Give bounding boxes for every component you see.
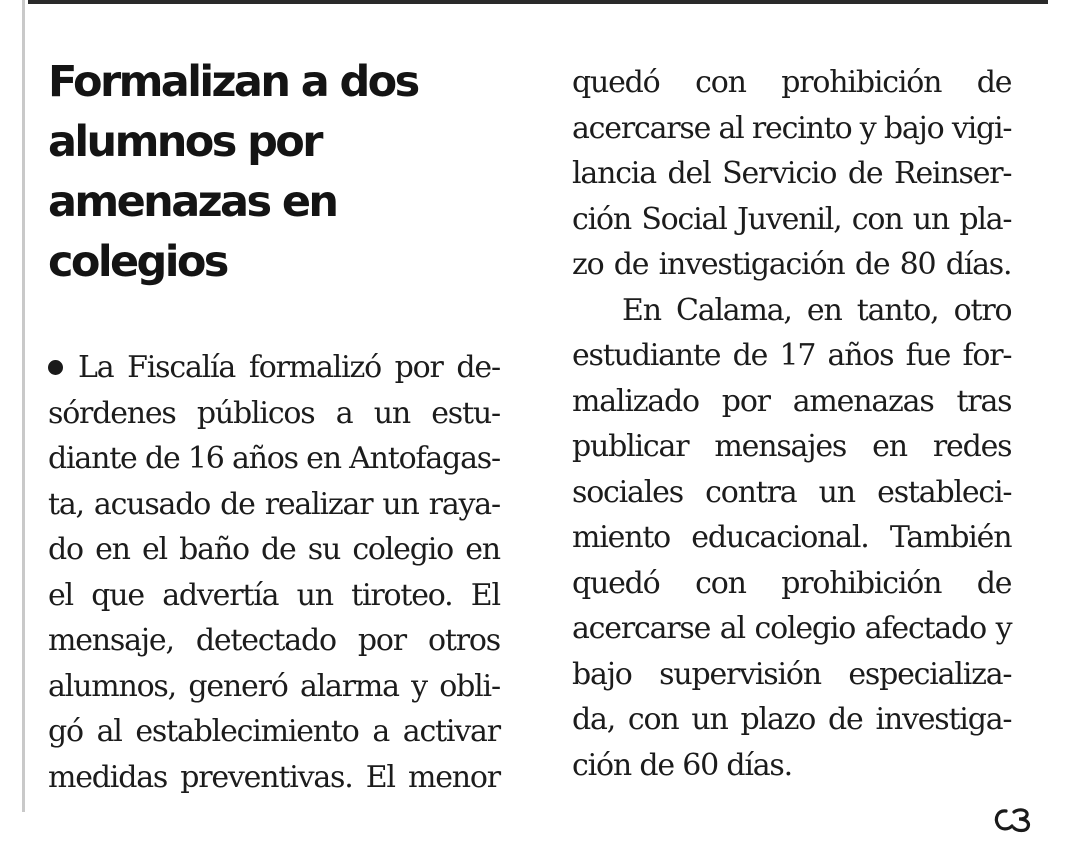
body-line: quedó con prohibición de (572, 565, 1012, 601)
body-line-text: La Fiscalía formalizó por de- (78, 350, 500, 385)
body-line: acercarse al recinto y bajo vigi- (572, 110, 1012, 146)
body-line: En Calama, en tanto, otro (622, 292, 1012, 328)
headline-line: colegios (48, 237, 227, 287)
body-line: gó al establecimiento a activar (48, 714, 500, 749)
headline-line: Formalizan a dos (48, 57, 418, 107)
body-line: zo de investigación de 80 días. (572, 247, 1012, 282)
headline-line: alumnos por (48, 117, 321, 167)
end-of-article-mark-icon (990, 804, 1040, 834)
body-line: sórdenes públicos a un estu- (48, 395, 500, 431)
body-line (48, 345, 500, 391)
body-line: do en el baño de su colegio en (48, 532, 500, 567)
column-rule (22, 0, 25, 812)
body-line: quedó con prohibición de (572, 65, 1012, 100)
body-line: malizado por amenazas tras (572, 383, 1012, 419)
headline (48, 52, 418, 292)
body-line: estudiante de 17 años fue for- (572, 338, 1012, 373)
top-rule (28, 0, 1048, 4)
body-line: ta, acusado de realizar un raya- (48, 486, 500, 522)
body-line: diante de 16 años en Antofagas- (48, 441, 500, 476)
body-line: medidas preventivas. El menor (48, 759, 500, 795)
body-line: ción Social Juvenil, con un pla- (572, 201, 1012, 237)
body-line: lancia del Servicio de Reinser- (572, 156, 1012, 191)
body-line: sociales contra un estableci- (572, 474, 1012, 510)
headline-line: amenazas en (48, 177, 337, 227)
body-line: mensaje, detectado por otros (48, 623, 500, 658)
left-column-body (48, 345, 500, 800)
body-line: miento educacional. También (572, 520, 1012, 555)
body-line: alumnos, generó alarma y obli- (48, 668, 500, 704)
body-line: acercarse al colegio afectado y (572, 611, 1012, 646)
body-line: bajo supervisión especializa- (572, 656, 1012, 692)
body-line: el que advertía un tiroteo. El (48, 577, 500, 613)
body-line: ción de 60 días. (572, 747, 792, 783)
right-column-body (572, 60, 1011, 788)
bullet-icon (48, 345, 78, 391)
body-line: publicar mensajes en redes (572, 429, 1012, 464)
body-line: da, con un plazo de investiga- (572, 702, 1012, 737)
